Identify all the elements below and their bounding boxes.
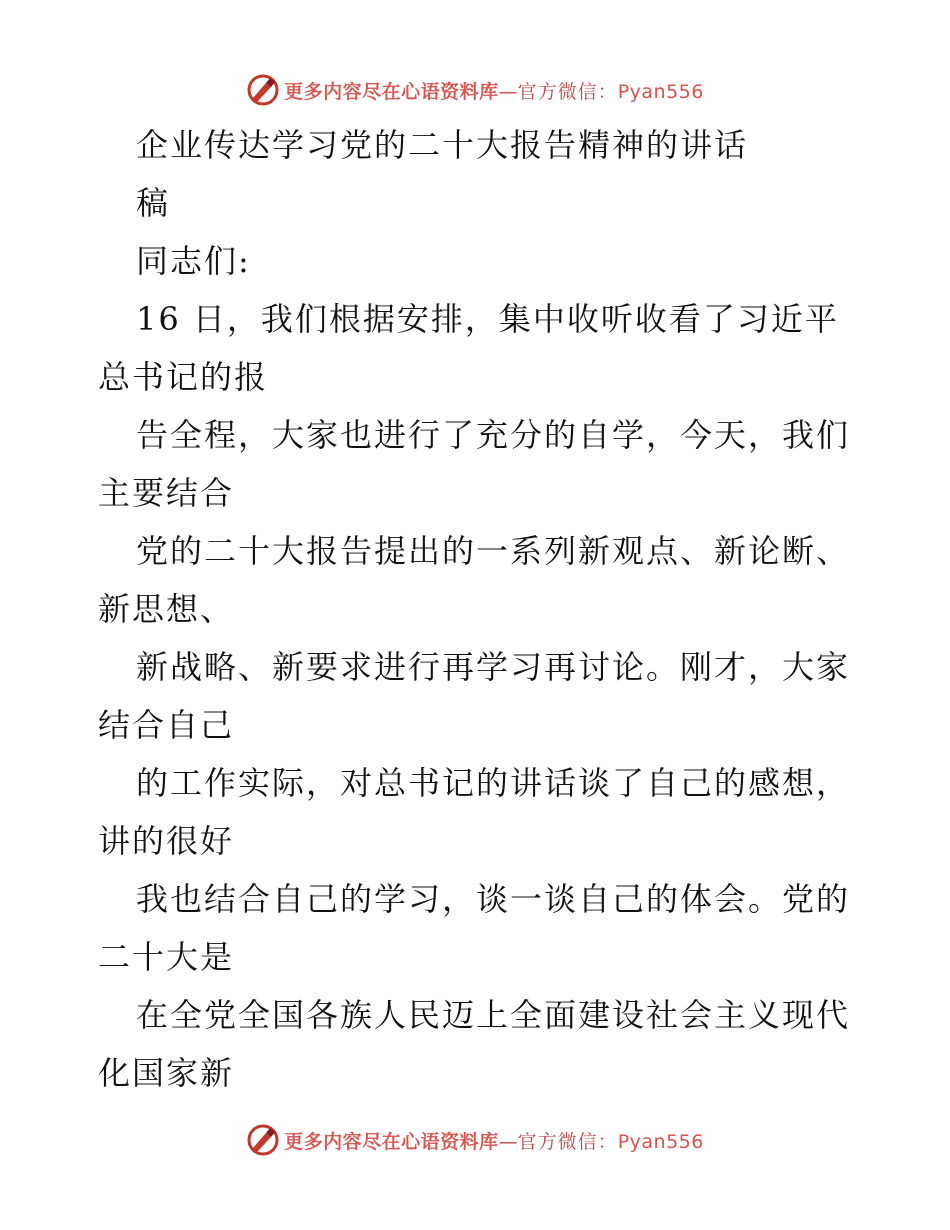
- pen-logo-icon: [246, 73, 280, 107]
- paragraph-line: 在全党全国各族人民迈上全面建设社会主义现代: [136, 996, 851, 1034]
- paragraph-line: 我也结合自己的学习，谈一谈自己的体会。党的: [136, 880, 851, 918]
- banner-text: [284, 77, 704, 104]
- banner-separator: —: [498, 1130, 518, 1153]
- paragraph-line: 主要结合: [98, 474, 235, 512]
- footer-banner: [0, 1120, 950, 1160]
- paragraph-line: 结合自己: [98, 706, 235, 744]
- paragraph-line: 讲的很好: [98, 822, 235, 860]
- paragraph-line: 告全程，大家也进行了充分的自学，今天，我们: [136, 416, 851, 454]
- banner-text: [284, 1127, 704, 1154]
- pen-logo-icon: [246, 1123, 280, 1157]
- header-banner: [0, 70, 950, 110]
- paragraph-line: 新思想、: [98, 590, 235, 628]
- paragraph-line: 二十大是: [98, 938, 235, 976]
- banner-wechat-id: Pyan556: [617, 1130, 704, 1153]
- banner-wechat-label: 官方微信：: [517, 80, 618, 103]
- paragraph-line: 化国家新: [98, 1054, 235, 1092]
- banner-library-text: 更多内容尽在心语资料库: [284, 80, 499, 103]
- document-title-line-2: 稿: [136, 184, 171, 222]
- banner-wechat-label: 官方微信：: [517, 1130, 618, 1153]
- paragraph-line: 新战略、新要求进行再学习再讨论。刚才，大家: [136, 648, 851, 686]
- paragraph-line: 党的二十大报告提出的一系列新观点、新论断、: [136, 532, 851, 570]
- paragraph-line: 16 日，我们根据安排，集中收听收看了习近平: [136, 300, 839, 338]
- banner-separator: —: [498, 80, 518, 103]
- paragraph-line: 的工作实际，对总书记的讲话谈了自己的感想，: [136, 764, 851, 802]
- document-body: [98, 116, 868, 1102]
- greeting: 同志们:: [136, 242, 251, 280]
- banner-library-text: 更多内容尽在心语资料库: [284, 1130, 499, 1153]
- banner-wechat-id: Pyan556: [617, 80, 704, 103]
- paragraph-line: 总书记的报: [98, 358, 269, 396]
- document-title-line-1: 企业传达学习党的二十大报告精神的讲话: [136, 126, 749, 164]
